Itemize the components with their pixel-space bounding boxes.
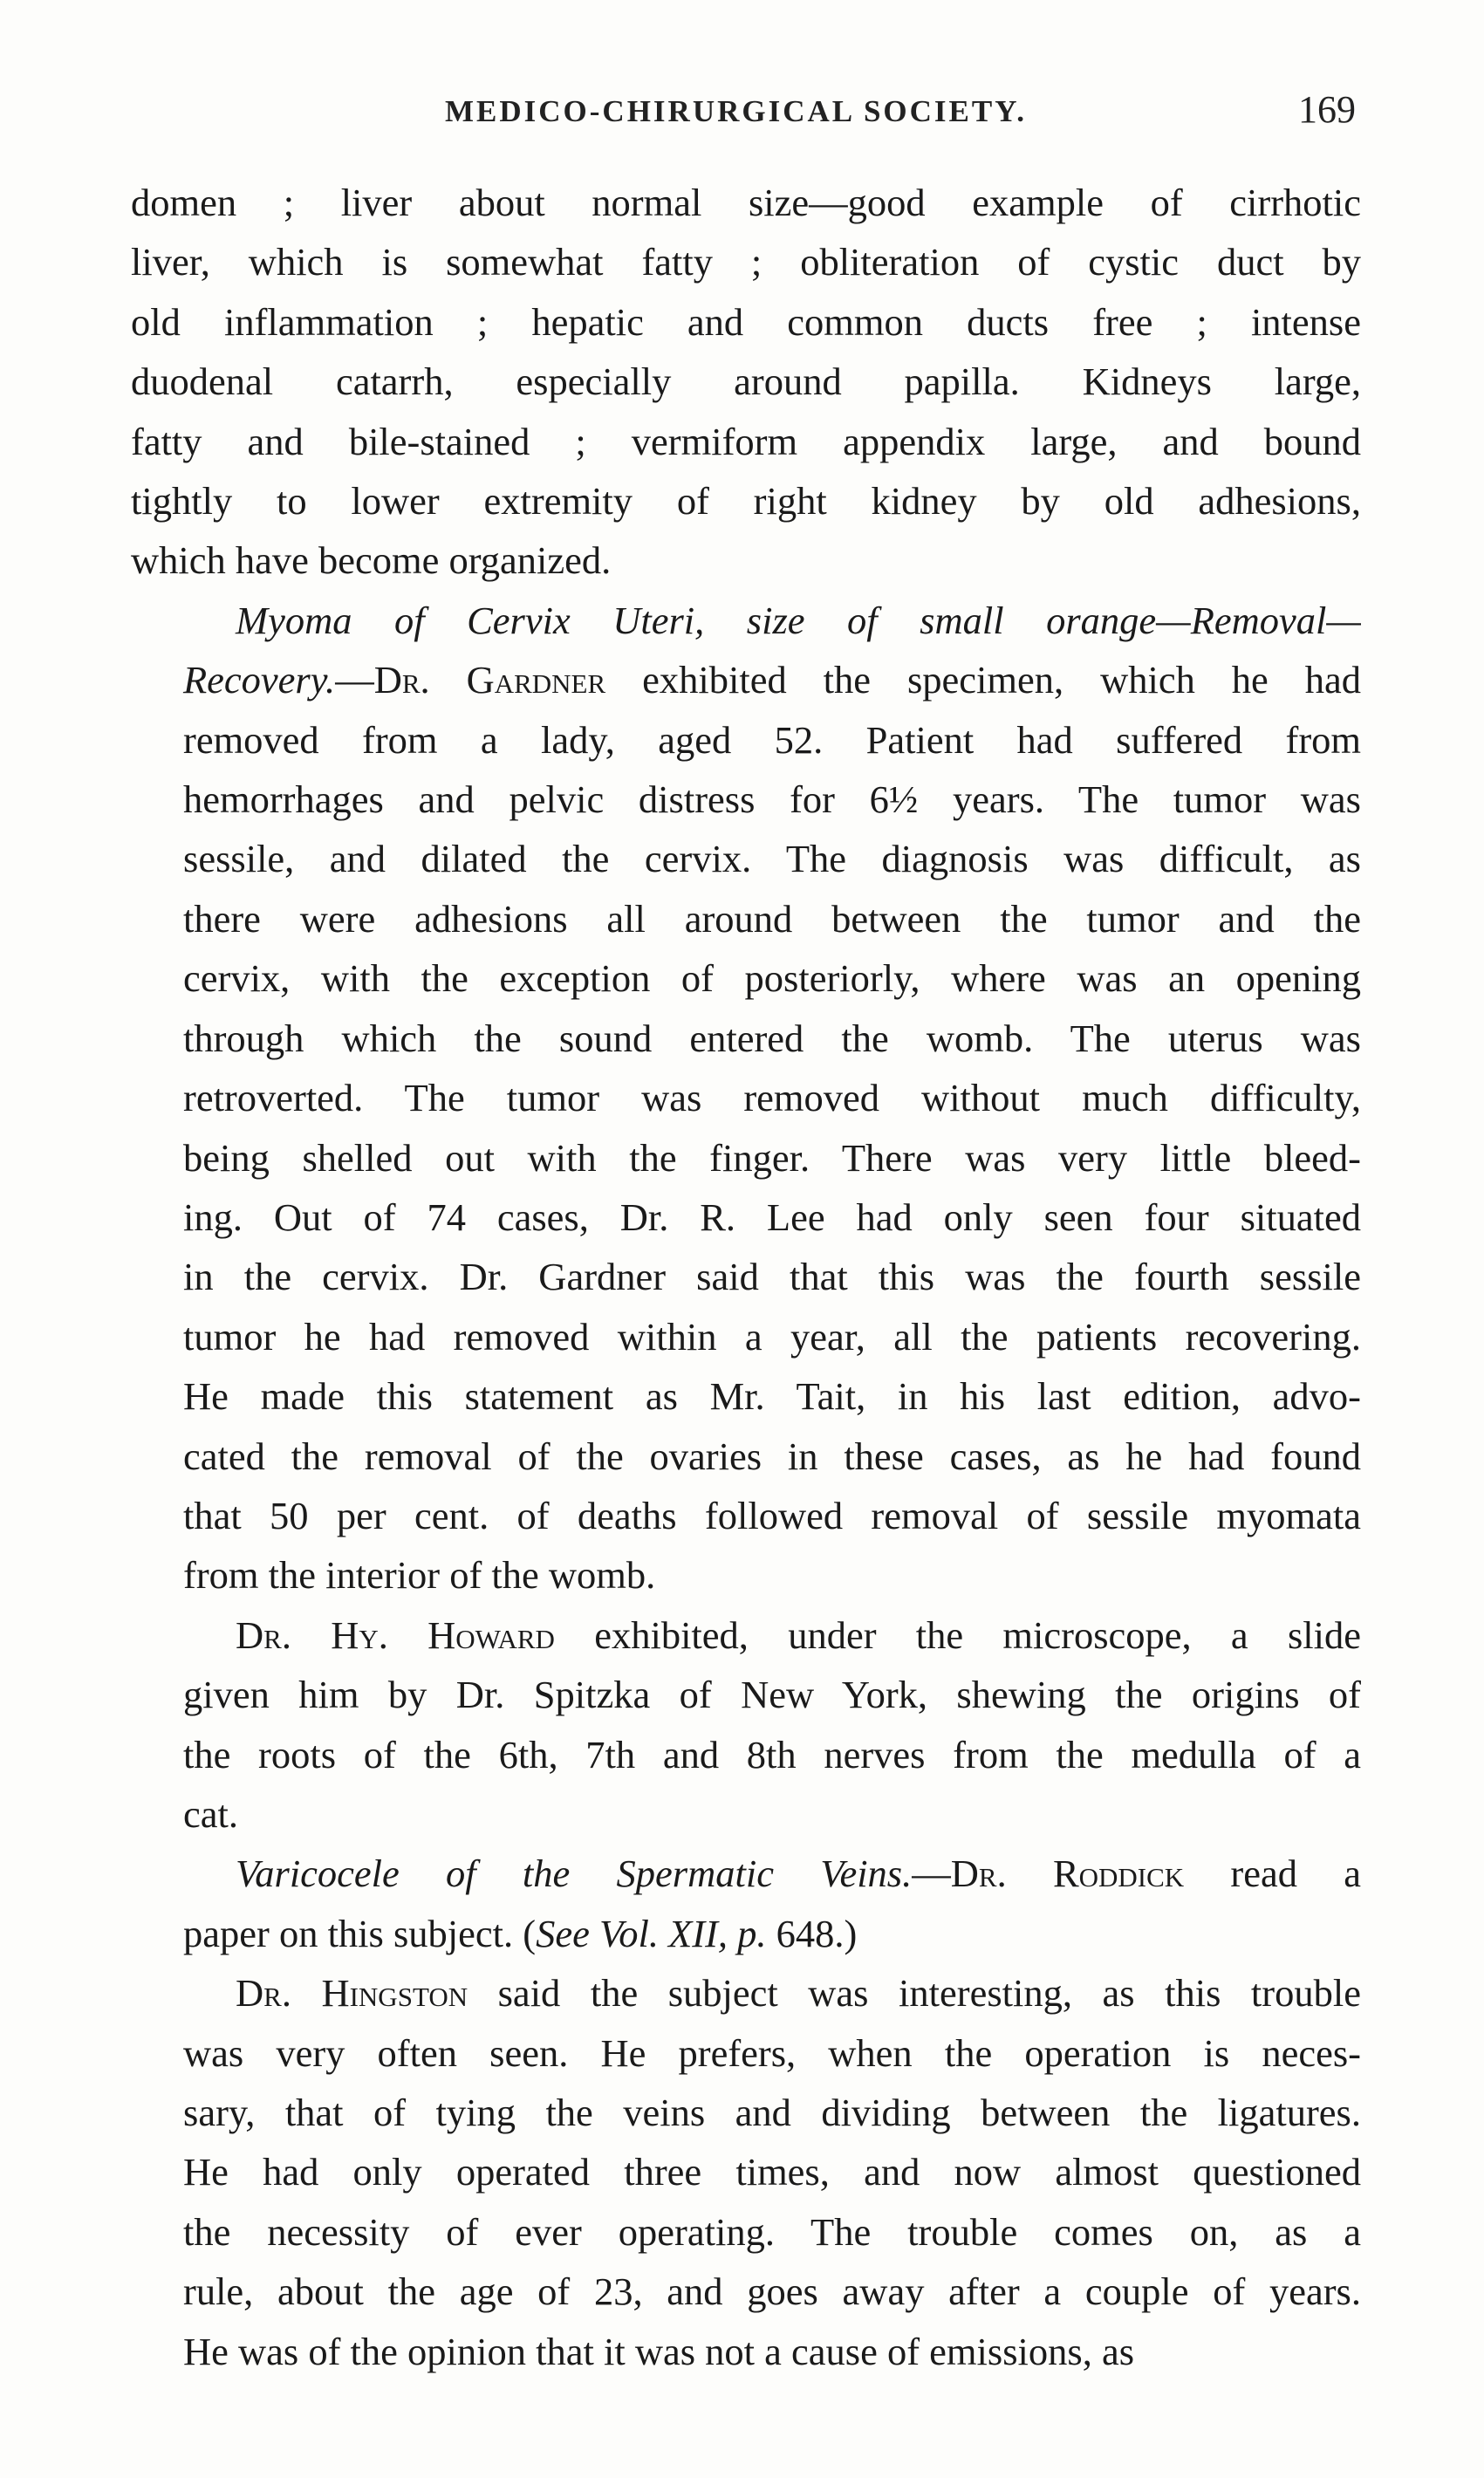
body-text	[131, 173, 1361, 2381]
paragraph	[131, 1963, 1361, 2381]
text-run: removed from a lady, aged 52. Patient had suffered from	[183, 717, 1361, 762]
text-run: which have become organized.	[131, 538, 612, 583]
text-run: sary, that of tying the veins and dividing between the ligatures.	[183, 2091, 1361, 2134]
text-run: cated the removal of the ovaries in these cases, as he had found	[183, 1434, 1361, 1478]
text-line	[131, 1665, 1361, 1724]
text-run: duodenal catarrh, especially around papilla. Kidneys large,	[131, 359, 1361, 404]
text-run: there were adhesions all around between the tumor and the	[183, 896, 1361, 941]
text-line	[131, 829, 1361, 888]
text-line	[131, 1427, 1361, 1486]
running-title: MEDICO-CHIRURGICAL SOCIETY.	[445, 94, 1028, 128]
small-caps-name: Dr. Gardner	[373, 658, 606, 702]
italic-text: See Vol. XII, p.	[536, 1911, 767, 1955]
text-line	[131, 412, 1361, 471]
italic-text: Myoma of Cervix Uteri, size of small orange—Removal—	[236, 598, 1361, 642]
text-run: liver, which is somewhat fatty ; obliteration of cystic duct by	[131, 240, 1361, 284]
text-line	[131, 1725, 1361, 1784]
text-line	[131, 2083, 1361, 2142]
text-line	[131, 1605, 1361, 1665]
text-line	[131, 948, 1361, 1008]
paragraph	[131, 591, 1361, 1605]
text-run: tumor he had removed within a year, all the patients recovering.	[183, 1314, 1361, 1359]
text-run: exhibited, under the microscope, a slide	[554, 1612, 1361, 1657]
text-run: said the subject was interesting, as this trouble	[468, 1971, 1361, 2016]
text-run: rule, about the age of 23, and goes away after a couple of years.	[183, 2269, 1361, 2314]
text-line	[131, 1128, 1361, 1188]
paragraph	[131, 1844, 1361, 1963]
text-line	[131, 2322, 1361, 2381]
text-line	[131, 1009, 1361, 1068]
text-line	[131, 1247, 1361, 1306]
text-run: hemorrhages and pelvic distress for 6½ years. The tumor was	[183, 777, 1361, 822]
text-run: ing. Out of 74 cases, Dr. R. Lee had only seen four situated	[183, 1195, 1361, 1239]
page-number: 169	[1298, 88, 1356, 131]
text-run: domen ; liver about normal size—good example of cirrhotic	[131, 181, 1361, 224]
italic-text: Recovery.	[183, 658, 336, 702]
text-run: retroverted. The tumor was removed without much difficulty,	[183, 1076, 1361, 1120]
text-run: through which the sound entered the womb. The uterus was	[183, 1016, 1361, 1060]
text-line	[131, 2142, 1361, 2201]
text-line	[131, 770, 1361, 829]
text-line	[131, 1188, 1361, 1247]
text-line	[131, 650, 1361, 709]
text-run: that 50 per cent. of deaths followed removal of sessile myomata	[183, 1493, 1361, 1537]
text-line	[131, 1844, 1361, 1903]
text-run: cat.	[183, 1791, 238, 1836]
text-line	[131, 1904, 1361, 1963]
text-line	[131, 2202, 1361, 2262]
text-line	[131, 173, 1361, 232]
text-line	[131, 2023, 1361, 2083]
text-run: given him by Dr. Spitzka of New York, shewing the origins of	[183, 1673, 1361, 1717]
text-run: the roots of the 6th, 7th and 8th nerves from the medulla of a	[183, 1732, 1361, 1776]
text-line	[131, 471, 1361, 531]
text-run: fatty and bile-stained ; vermiform appendix large, and bound	[131, 419, 1361, 463]
text-line	[131, 232, 1361, 291]
text-run: tightly to lower extremity of right kidney by old adhesions,	[131, 479, 1361, 524]
text-line	[131, 710, 1361, 770]
text-line	[131, 1963, 1361, 2023]
text-run: read a	[1184, 1852, 1361, 1896]
text-run: the necessity of ever operating. The trouble comes on, as a	[183, 2209, 1361, 2254]
text-run: He was of the opinion that it was not a cause of emissions, as	[183, 2329, 1135, 2373]
text-run: cervix, with the exception of posteriorly, where was an opening	[183, 956, 1361, 1001]
text-line	[131, 591, 1361, 650]
paragraph	[131, 173, 1361, 591]
text-line	[131, 1784, 1361, 1844]
text-run: in the cervix. Dr. Gardner said that this was the fourth sessile	[183, 1255, 1361, 1299]
text-line	[131, 2262, 1361, 2321]
text-run: 648.)	[766, 1911, 858, 1955]
text-line	[131, 1486, 1361, 1545]
small-caps-name: Dr. Hingston	[236, 1971, 468, 2016]
text-run: sessile, and dilated the cervix. The diagnosis was difficult, as	[183, 837, 1361, 881]
text-line	[131, 292, 1361, 352]
text-run: paper on this subject. (	[183, 1911, 537, 1955]
italic-text: Varicocele of the Spermatic Veins.	[236, 1852, 913, 1896]
small-caps-name: Dr. Hy. Howard	[236, 1612, 555, 1657]
small-caps-name: Dr. Roddick	[950, 1852, 1185, 1896]
text-run: He made this statement as Mr. Tait, in his last edition, advo-	[183, 1374, 1361, 1419]
text-run: was very often seen. He prefers, when the operation is neces-	[183, 2030, 1361, 2075]
text-run: He had only operated three times, and now almost questioned	[183, 2150, 1361, 2194]
text-run: —	[912, 1852, 951, 1896]
text-run: being shelled out with the finger. There was very little bleed-	[183, 1135, 1361, 1180]
text-line	[131, 1545, 1361, 1605]
text-run: from the interior of the womb.	[183, 1553, 656, 1598]
running-head	[131, 87, 1370, 140]
text-line	[131, 1068, 1361, 1127]
text-run: old inflammation ; hepatic and common ducts free ; intense	[131, 299, 1361, 344]
text-run: —	[335, 658, 374, 702]
text-run: exhibited the specimen, which he had	[605, 658, 1361, 702]
text-line	[131, 352, 1361, 411]
text-line	[131, 1366, 1361, 1426]
paragraph	[131, 1605, 1361, 1845]
text-line	[131, 889, 1361, 948]
text-line	[131, 1307, 1361, 1366]
text-line	[131, 531, 1361, 590]
